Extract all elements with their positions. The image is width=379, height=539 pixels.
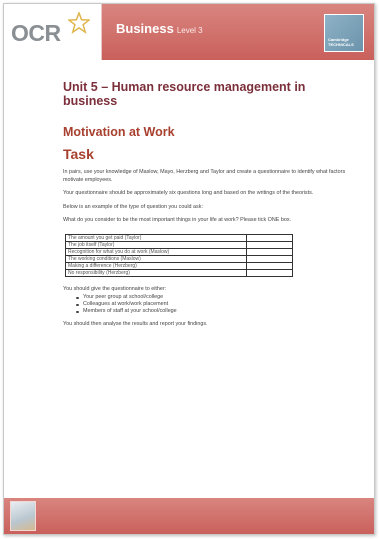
header-title <box>116 21 203 36</box>
table-cell: Recognition for what you do at work (Maslow) <box>66 248 247 255</box>
footer-banner <box>4 498 374 534</box>
tick-box[interactable] <box>247 234 293 241</box>
unit-title: Unit 5 – Human resource management in business <box>63 80 306 108</box>
question-table <box>65 234 293 277</box>
badge-line-1: Cambridge <box>328 37 349 42</box>
list-item: Your peer group at school/college <box>83 294 353 301</box>
logo-text: OCR <box>11 20 61 46</box>
table-cell: The amount you get paid (Taylor) <box>66 234 247 241</box>
question-example: What do you consider to be the most important things in your life at work? Please tick ONE box. <box>63 217 292 223</box>
task-paragraph: Your questionnaire should be approximately six questions long and based on the writings of the theorists. <box>63 190 314 196</box>
cambridge-technicals-badge <box>324 14 364 52</box>
table-row <box>66 234 293 241</box>
tick-box[interactable] <box>247 248 293 255</box>
list-item: Members of staff at your school/college <box>83 308 353 315</box>
table-row <box>66 241 293 248</box>
list-item: Colleagues at work/work placement <box>83 301 353 308</box>
table-cell: Making a difference (Herzberg) <box>66 262 247 269</box>
table-cell: The working conditions (Maslow) <box>66 255 247 262</box>
tick-box[interactable] <box>247 262 293 269</box>
closing-paragraph: You should then analyse the results and report your findings. <box>63 321 208 327</box>
star-icon <box>68 12 90 34</box>
bullet-list <box>83 294 353 315</box>
ocr-logo <box>4 4 102 60</box>
tick-box[interactable] <box>247 241 293 248</box>
table-cell: No responsibility (Herzberg) <box>66 269 247 276</box>
subject-label: Business <box>116 21 174 36</box>
tick-box[interactable] <box>247 255 293 262</box>
table-row <box>66 248 293 255</box>
table-cell: The job itself (Taylor) <box>66 241 247 248</box>
badge-line-2: TECHNICALS <box>328 42 354 47</box>
section-title: Motivation at Work <box>63 125 175 139</box>
task-title: Task <box>63 146 94 162</box>
give-intro: You should give the questionnaire to either: <box>63 285 167 292</box>
table-row <box>66 255 293 262</box>
level-label: Level 3 <box>176 26 203 35</box>
table-row <box>66 269 293 276</box>
task-paragraph: In pairs, use your knowledge of Maslow, Mayo, Herzberg and Taylor and create a questionnaire to identify what factors motivate employees. <box>63 169 346 183</box>
content-area <box>63 80 353 329</box>
footer-photo <box>10 501 36 531</box>
document-page <box>3 3 375 535</box>
task-paragraph: Below is an example of the type of question you could ask: <box>63 203 203 210</box>
header-banner <box>4 4 374 60</box>
table-row <box>66 262 293 269</box>
tick-box[interactable] <box>247 269 293 276</box>
